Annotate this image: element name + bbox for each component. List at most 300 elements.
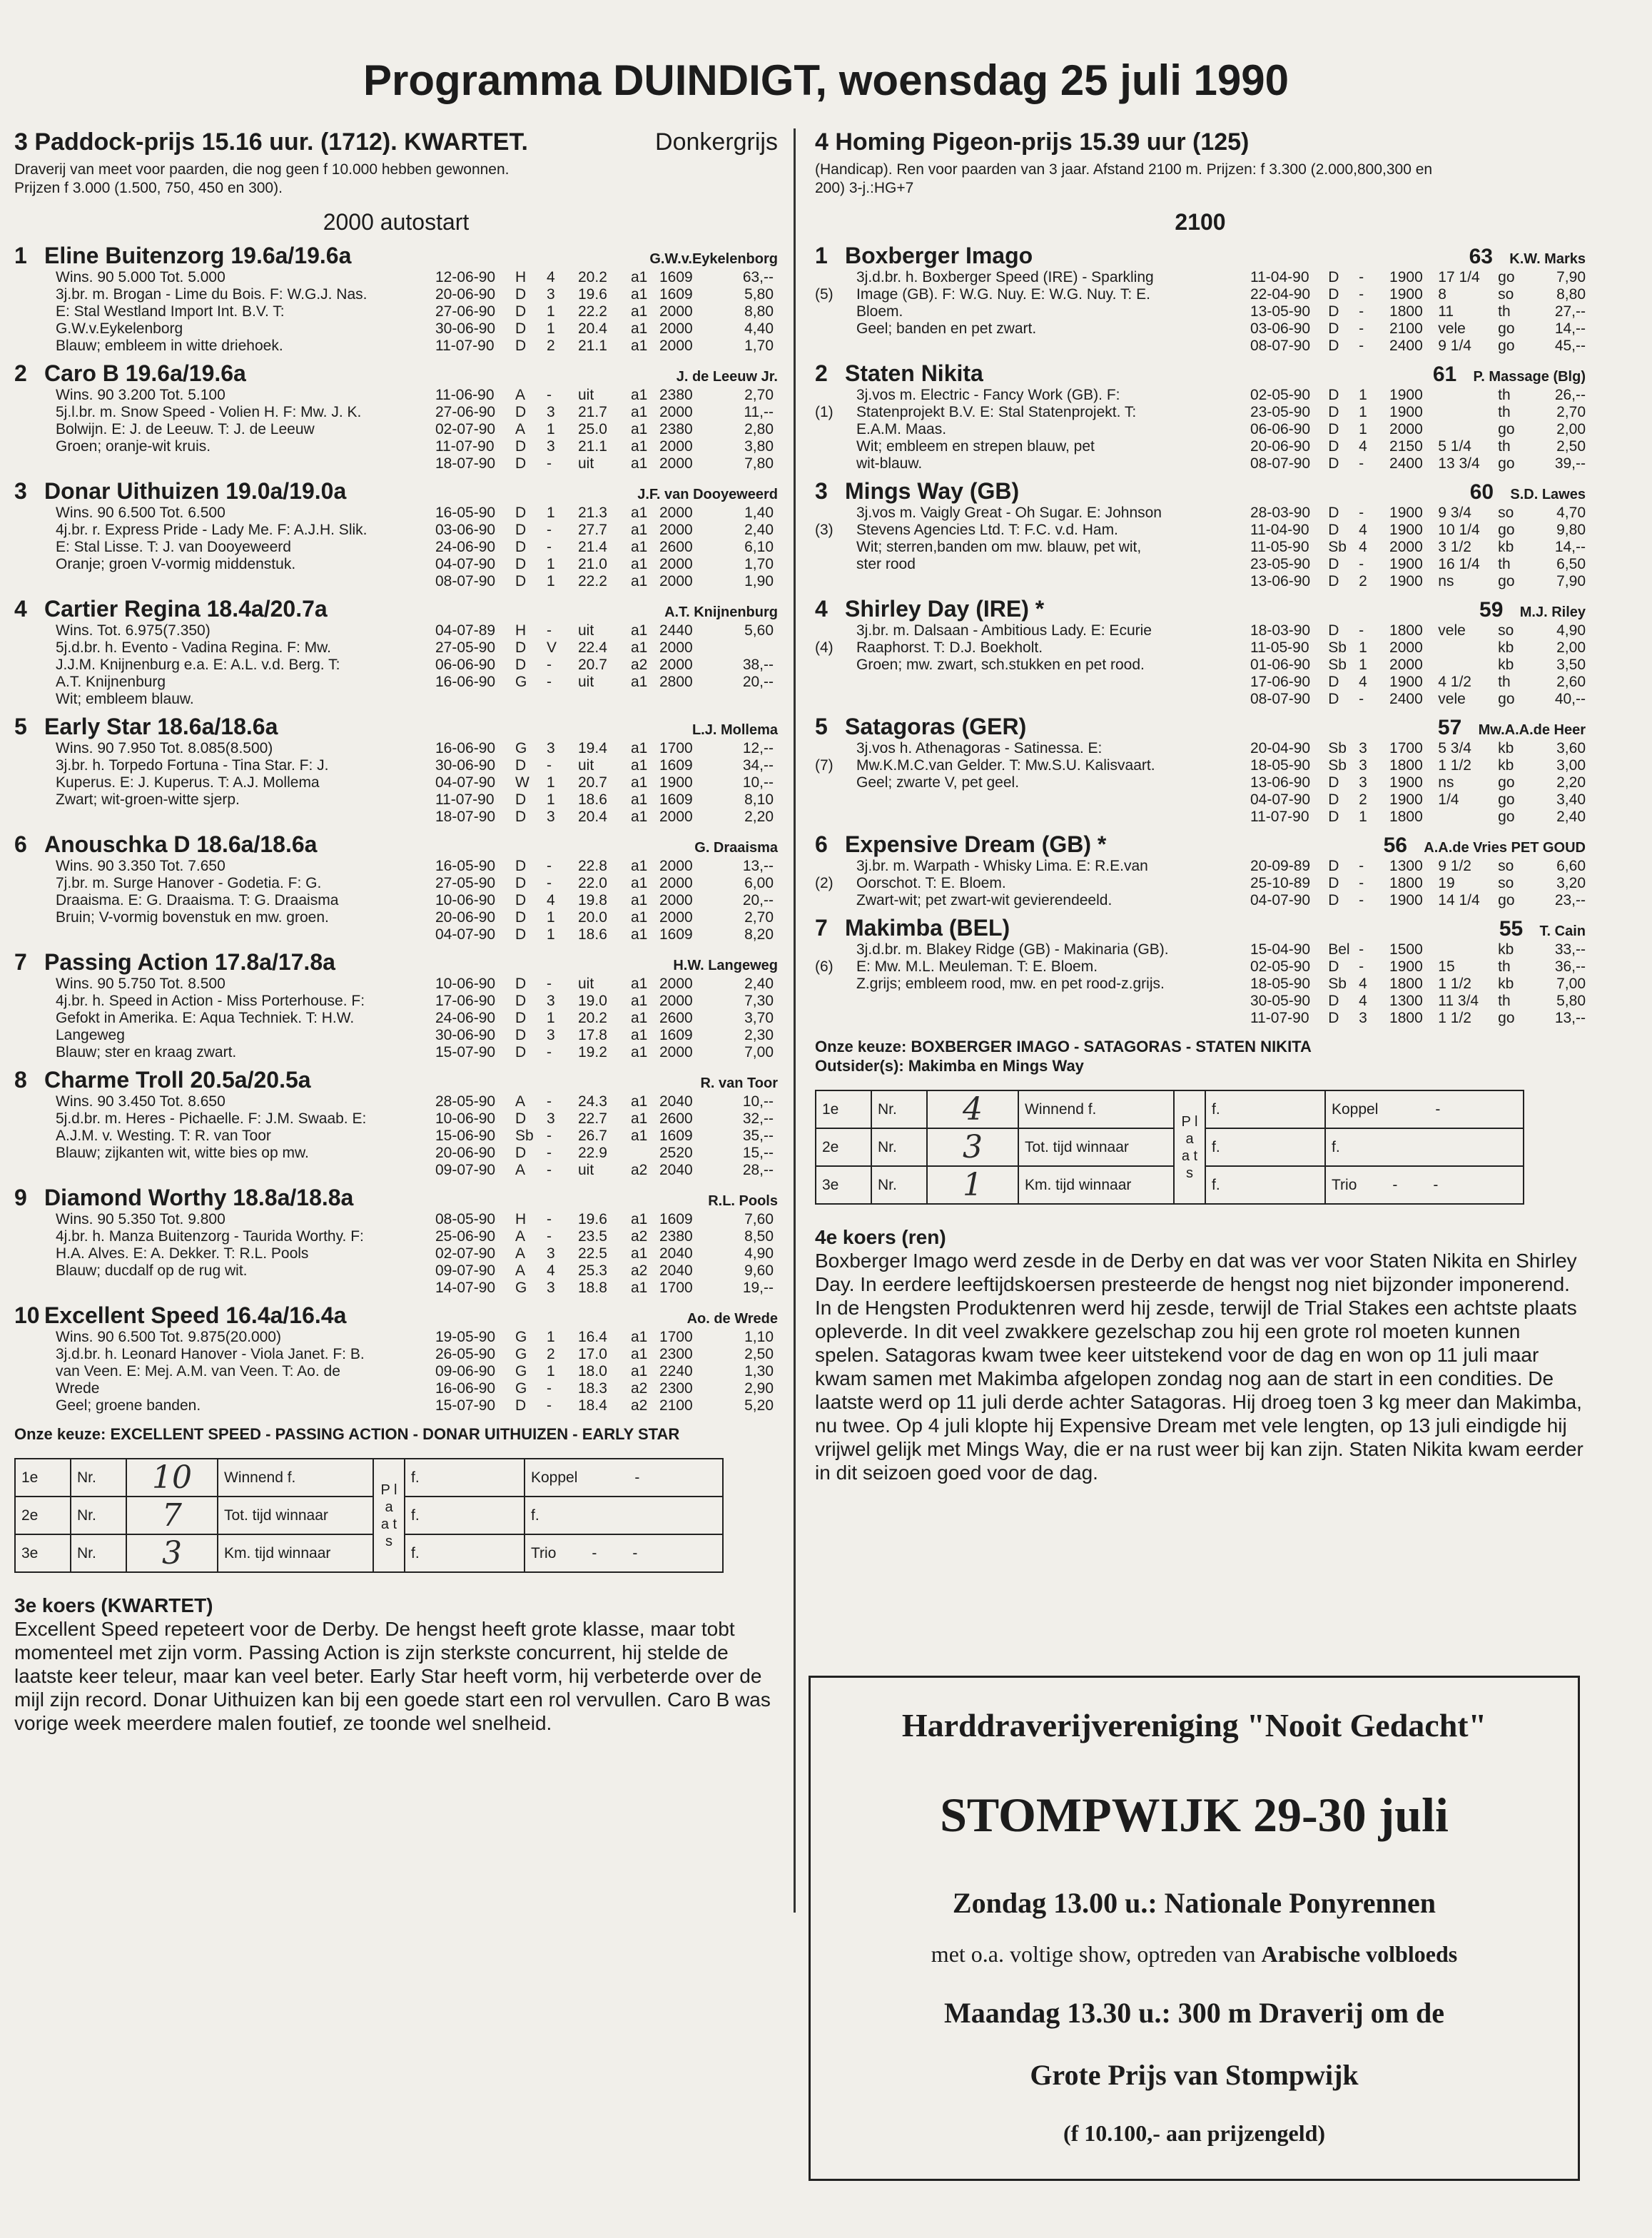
result-cell: a1	[631, 387, 648, 403]
result-cell: 24-06-90	[435, 1010, 496, 1026]
ad-line-2-bold: Arabische volbloeds	[1261, 1941, 1458, 1967]
result-cell: 25-06-90	[435, 1228, 496, 1245]
result-cell: D	[1328, 522, 1339, 538]
result-cell: -	[1359, 556, 1364, 572]
result-cell: a1	[631, 438, 648, 455]
result-cell: 08-07-90	[1250, 338, 1311, 354]
result-cell: 03-06-90	[435, 522, 496, 538]
result-row	[435, 1262, 778, 1280]
result-cell: 2	[547, 1346, 555, 1362]
result-row	[1250, 522, 1586, 539]
result-cell: 1900	[1389, 387, 1423, 403]
result-cell: A	[515, 1262, 526, 1279]
result-cell: D	[1328, 455, 1339, 472]
result-cell	[1438, 421, 1498, 438]
result-cell: 23-05-90	[1250, 404, 1311, 420]
form-results	[435, 622, 778, 708]
form-results	[1250, 941, 1586, 1027]
result-cell: D	[515, 809, 527, 825]
result-cell: 19,--	[742, 1280, 774, 1296]
description-line: 3j.br. m. Warpath - Whisky Lima. E: R.E.van	[856, 858, 1148, 874]
result-row	[435, 522, 778, 539]
result-cell: 18.0	[578, 1363, 607, 1379]
horse-name: Staten Nikita	[845, 360, 983, 386]
result-row	[435, 556, 778, 573]
result-cell: 2,50	[744, 1346, 774, 1362]
form-results	[435, 976, 778, 1061]
result-cell: 16-06-90	[435, 674, 496, 690]
horse-name-row	[815, 360, 1586, 387]
result-cell: 26.7	[578, 1128, 607, 1144]
horse-description	[56, 269, 435, 355]
result-row	[435, 639, 778, 657]
horse-entry	[14, 596, 778, 708]
result-cell: 1	[547, 1010, 555, 1026]
description-line: Draaisma. E: G. Draaisma. T: G. Draaisma	[56, 892, 339, 908]
result-cell: 17-06-90	[1250, 674, 1311, 690]
result-cell: 10-06-90	[435, 892, 496, 908]
result-cell: 1609	[659, 791, 693, 808]
result-cell: 3,20	[1556, 875, 1586, 891]
result-cell: D	[515, 791, 527, 808]
result-cell: 1900	[1389, 791, 1423, 808]
result-cell: 17-06-90	[435, 993, 496, 1009]
result-cell: 15-07-90	[435, 1397, 496, 1414]
result-cell: a2	[631, 1228, 648, 1245]
form-results	[1250, 269, 1586, 355]
nr-label: Nr.	[71, 1497, 126, 1534]
result-cell: 04-07-90	[435, 556, 496, 572]
trainer-name: G.W.v.Eykelenborg	[649, 251, 778, 267]
horse-entry	[14, 478, 778, 590]
result-cell: a1	[631, 622, 648, 639]
horse-details	[56, 505, 778, 590]
result-cell: 18.6	[578, 926, 607, 943]
result-row	[435, 657, 778, 674]
horse-rating: 56	[1383, 834, 1407, 857]
result-cell: so	[1498, 875, 1514, 891]
result-cell: 5,20	[744, 1397, 774, 1414]
result-cell: 14,--	[1554, 539, 1586, 555]
horse-name: Makimba (BEL)	[845, 915, 1010, 941]
result-cell: D	[1328, 286, 1339, 303]
horse-entry	[815, 360, 1586, 472]
horse-entry	[14, 1302, 778, 1414]
result-cell: -	[1359, 875, 1364, 891]
result-cell: -	[547, 1044, 552, 1060]
trainer-name: J.F. van Dooyeweerd	[637, 487, 778, 502]
result-cell: G	[515, 1329, 527, 1345]
result-cell: A	[515, 1228, 526, 1245]
result-cell: 19.2	[578, 1044, 607, 1060]
horse-name: Diamond Worthy 18.8a/18.8a	[44, 1185, 354, 1210]
result-cell: 6,10	[744, 539, 774, 555]
result-cell: 2000	[659, 556, 693, 572]
result-cell: go	[1498, 338, 1515, 354]
result-cell: 3,00	[1556, 757, 1586, 774]
result-cell: 32,--	[742, 1110, 774, 1127]
condition-line: Draverij van meet voor paarden, die nog geen f 10.000 hebben gewonnen.	[14, 161, 510, 178]
result-cell: 11-05-90	[1250, 639, 1309, 656]
description-line: Blauw; embleem in witte driehoek.	[56, 338, 283, 354]
payout-label: Km. tijd winnaar	[1018, 1166, 1174, 1204]
result-cell: a1	[631, 1363, 648, 1379]
result-cell: 22-04-90	[1250, 286, 1311, 303]
result-cell: 4	[1359, 993, 1367, 1009]
description-line: Wit; sterren,banden om mw. blauw, pet wit,	[856, 539, 1142, 555]
result-cell: 6,50	[1556, 556, 1586, 572]
horse-rating: 55	[1499, 917, 1524, 941]
result-cell: a2	[631, 1262, 648, 1279]
result-cell: -	[547, 858, 552, 874]
result-cell: 30-06-90	[435, 757, 496, 774]
result-cell: 11-04-90	[1250, 269, 1309, 285]
result-cell: 10,--	[742, 774, 774, 791]
description-line: 3j.vos m. Electric - Fancy Work (GB). F:	[856, 387, 1120, 403]
result-cell: 18.6	[578, 791, 607, 808]
result-row	[1250, 875, 1586, 892]
payout-label: Tot. tijd winnaar	[218, 1497, 373, 1534]
horse-entry	[14, 714, 778, 826]
result-cell: A	[515, 1162, 526, 1178]
result-cell: D	[515, 1145, 527, 1161]
result-cell: 3	[1359, 757, 1367, 774]
result-cell: 3,40	[1556, 791, 1586, 808]
result-cell: 2,70	[1556, 404, 1586, 420]
result-cell: D	[1328, 858, 1339, 874]
nr-label: Nr.	[71, 1534, 126, 1572]
result-cell: uit	[578, 455, 594, 472]
result-cell: D	[515, 1044, 527, 1060]
result-cell: -	[1359, 455, 1364, 472]
result-cell: D	[1328, 573, 1339, 589]
result-cell: H	[515, 1211, 527, 1227]
result-cell: 13-06-90	[1250, 573, 1311, 589]
result-row	[435, 404, 778, 421]
result-cell: a1	[631, 539, 648, 555]
tote-table-wrap	[14, 1458, 778, 1573]
result-row	[435, 320, 778, 338]
result-cell: a1	[631, 421, 648, 437]
comment-title: 4e koers (ren)	[815, 1226, 946, 1248]
result-cell: G	[515, 1363, 527, 1379]
result-cell: 2000	[659, 522, 693, 538]
result-cell: so	[1498, 505, 1514, 521]
horse-entry	[815, 478, 1586, 590]
result-row	[1250, 286, 1586, 303]
result-row	[1250, 858, 1586, 875]
result-cell: 3	[547, 438, 555, 455]
horse-entry	[14, 831, 778, 943]
place-label: 1e	[816, 1090, 871, 1128]
result-cell: kb	[1498, 639, 1514, 656]
result-cell: 20-06-90	[1250, 438, 1311, 455]
result-row	[435, 791, 778, 809]
result-row	[1250, 791, 1586, 809]
result-row	[435, 438, 778, 455]
result-cell: 14 1/4	[1438, 892, 1480, 908]
result-cell: 24.3	[578, 1093, 607, 1110]
result-cell: Sb	[1328, 539, 1347, 555]
horse-details	[56, 740, 778, 826]
result-cell: -	[1359, 505, 1364, 521]
horse-name: Excellent Speed 16.4a/16.4a	[44, 1302, 347, 1328]
result-cell: 1700	[659, 1280, 693, 1296]
ad-line-2-text: met o.a. voltige show, optreden van	[931, 1941, 1262, 1967]
result-row	[1250, 809, 1586, 826]
dash: -	[634, 1469, 640, 1486]
result-row	[1250, 404, 1586, 421]
description-line: Groen; mw. zwart, sch.stukken en pet rood.	[856, 657, 1145, 673]
result-row	[1250, 958, 1586, 976]
result-cell: 21.7	[578, 404, 607, 420]
result-cell: 1300	[1389, 858, 1423, 874]
result-cell: 2000	[659, 639, 693, 656]
result-cell: 20-06-90	[435, 286, 496, 303]
description-line: 4j.br. h. Speed in Action - Miss Porterhouse. F:	[56, 993, 365, 1009]
result-cell: 1,70	[744, 556, 774, 572]
result-cell: A	[515, 421, 526, 437]
result-cell: a1	[631, 858, 648, 874]
trio-label: Trio	[1332, 1176, 1357, 1193]
result-cell: 1800	[1389, 622, 1423, 639]
result-row	[435, 1110, 778, 1128]
description-line: Wins. 90 3.350 Tot. 7.650	[56, 858, 225, 874]
nr-label: Nr.	[871, 1090, 927, 1128]
result-cell: D	[1328, 421, 1339, 437]
result-cell: so	[1498, 286, 1514, 303]
result-cell: 17.8	[578, 1027, 607, 1043]
description-line: wit-blauw.	[856, 455, 923, 472]
result-cell: 1700	[659, 1329, 693, 1345]
result-row	[1250, 657, 1586, 674]
horse-rating: 57	[1437, 716, 1462, 739]
result-cell: -	[547, 875, 552, 891]
result-cell: 1900	[1389, 404, 1423, 420]
result-cell: a1	[631, 875, 648, 891]
result-cell: W	[515, 774, 529, 791]
result-cell: 1 1/2	[1438, 976, 1471, 992]
result-cell: a1	[631, 1128, 648, 1144]
description-line: E: Mw. M.L. Meuleman. T: E. Bloem.	[856, 958, 1098, 975]
result-cell: D	[515, 757, 527, 774]
result-cell: a1	[631, 303, 648, 320]
tote-row	[15, 1497, 723, 1534]
result-cell: 18.8	[578, 1280, 607, 1296]
result-row	[435, 1397, 778, 1414]
handwritten-number: 3	[927, 1128, 1018, 1166]
description-line: J.J.M. Knijnenburg e.a. E: A.L. v.d. Berg. T:	[56, 657, 340, 673]
result-cell: 10-06-90	[435, 976, 496, 992]
result-cell: 2000	[659, 404, 693, 420]
trio-cell	[525, 1534, 723, 1572]
result-cell: 18.4	[578, 1397, 607, 1414]
horse-number: 6	[14, 831, 27, 857]
result-cell: D	[1328, 556, 1339, 572]
horse-rating: 63	[1469, 245, 1493, 268]
result-cell: 26,--	[1554, 387, 1586, 403]
result-cell: kb	[1498, 740, 1514, 756]
result-cell: 4,70	[1556, 505, 1586, 521]
trainer-name: A.T. Knijnenburg	[664, 604, 778, 620]
description-line: Wit; embleem blauw.	[56, 691, 194, 707]
result-cell: -	[547, 622, 552, 639]
result-cell: 09-07-90	[435, 1162, 496, 1178]
result-cell: D	[515, 573, 527, 589]
horse-entry	[14, 360, 778, 472]
result-cell: 1800	[1389, 757, 1423, 774]
race-distance: 2100	[1175, 209, 1226, 235]
result-row	[435, 455, 778, 472]
result-cell: 20-09-89	[1250, 858, 1311, 874]
tote-row	[816, 1166, 1524, 1204]
result-cell: a1	[631, 522, 648, 538]
result-cell: a1	[631, 1044, 648, 1060]
result-cell: 1	[547, 505, 555, 521]
result-cell: 3,50	[1556, 657, 1586, 673]
result-cell: a1	[631, 404, 648, 420]
result-cell: 11-07-90	[435, 791, 495, 808]
result-row	[1250, 269, 1586, 286]
result-cell: 02-05-90	[1250, 958, 1311, 975]
description-line: Wins. Tot. 6.975(7.350)	[56, 622, 211, 639]
result-cell: 2000	[659, 1044, 693, 1060]
horse-number: 3	[815, 478, 828, 504]
plaats-payout: f.	[405, 1497, 525, 1534]
result-row	[435, 303, 778, 320]
result-cell: 1609	[659, 1211, 693, 1227]
result-cell: 1900	[1389, 269, 1423, 285]
horse-entry	[815, 243, 1586, 355]
result-cell: 1700	[1389, 740, 1423, 756]
result-cell: 6,00	[744, 875, 774, 891]
result-row	[435, 909, 778, 926]
result-cell: -	[1359, 858, 1364, 874]
result-row	[1250, 639, 1586, 657]
result-cell: 11-07-90	[435, 438, 495, 455]
result-cell: 20.2	[578, 1010, 607, 1026]
result-cell: 4	[1359, 674, 1367, 690]
result-cell: 1609	[659, 757, 693, 774]
result-row	[435, 993, 778, 1010]
result-cell: D	[1328, 875, 1339, 891]
result-cell: a1	[631, 1280, 648, 1296]
result-cell: 7,00	[1556, 976, 1586, 992]
race-4-column	[815, 128, 1586, 1484]
result-cell: 2	[1359, 791, 1367, 808]
result-cell: 15-04-90	[1250, 941, 1311, 958]
result-cell: a1	[631, 809, 648, 825]
result-cell: 38,--	[742, 657, 774, 673]
result-cell: 4	[547, 892, 555, 908]
result-cell: 4	[1359, 522, 1367, 538]
result-cell: 5 3/4	[1438, 740, 1471, 756]
result-cell: 2400	[1389, 455, 1423, 472]
result-cell: 2000	[659, 657, 693, 673]
result-cell: D	[1328, 387, 1339, 403]
result-cell: D	[1328, 505, 1339, 521]
horse-rating: 61	[1432, 363, 1457, 386]
result-cell: 1609	[659, 926, 693, 943]
horse-number: 7	[815, 915, 828, 941]
result-cell: 9 3/4	[1438, 505, 1471, 521]
result-cell: 1609	[659, 1128, 693, 1144]
result-cell: 2300	[659, 1346, 693, 1362]
result-cell: a1	[631, 1093, 648, 1110]
description-line: G.W.v.Eykelenborg	[56, 320, 183, 337]
result-cell: 16-06-90	[435, 740, 496, 756]
result-cell: 2000	[659, 505, 693, 521]
result-cell: D	[515, 926, 527, 943]
result-cell: 1	[547, 320, 555, 337]
trainer-name: Ao. de Wrede	[686, 1311, 778, 1327]
result-row	[1250, 674, 1586, 691]
result-cell: 2000	[1389, 657, 1423, 673]
result-cell: 1900	[1389, 674, 1423, 690]
horse-description	[56, 858, 435, 943]
result-cell: 08-07-90	[1250, 691, 1311, 707]
result-cell: 20-06-90	[435, 1145, 496, 1161]
description-line: Wins. 90 5.350 Tot. 9.800	[56, 1211, 225, 1227]
result-cell: 13-06-90	[1250, 774, 1311, 791]
result-cell: 2,40	[1556, 809, 1586, 825]
result-cell: a1	[631, 1245, 648, 1262]
result-cell: 4,90	[744, 1245, 774, 1262]
result-cell: 2000	[1389, 639, 1423, 656]
result-cell: 2100	[659, 1397, 693, 1414]
horse-name: Anouschka D 18.6a/18.6a	[44, 831, 318, 857]
result-cell: -	[1359, 958, 1364, 975]
result-cell: 10 1/4	[1438, 522, 1480, 538]
result-cell: D	[515, 438, 527, 455]
ad-line-1: Zondag 13.00 u.: Nationale Ponyrennen	[952, 1887, 1436, 1919]
result-cell: a1	[631, 909, 648, 926]
horse-number: 7	[14, 949, 27, 975]
horse-number: 6	[815, 831, 828, 857]
result-cell: -	[1359, 941, 1364, 958]
result-cell: 1900	[1389, 505, 1423, 521]
result-cell: 2,20	[1556, 774, 1586, 791]
result-row	[1250, 622, 1586, 639]
result-cell: 21.3	[578, 505, 607, 521]
result-cell: D	[515, 875, 527, 891]
result-row	[435, 421, 778, 438]
description-line: Wrede	[56, 1380, 100, 1397]
result-row	[435, 1010, 778, 1027]
description-line: Statenprojekt B.V. E: Stal Statenprojekt. T:	[856, 404, 1137, 420]
horse-name-row	[14, 831, 778, 858]
result-cell: 2000	[659, 438, 693, 455]
description-line: Z.grijs; embleem rood, mw. en pet rood-z.grijs.	[856, 976, 1165, 992]
horse-rating: 59	[1479, 598, 1504, 622]
horse-name-row	[815, 478, 1586, 505]
nr-label: Nr.	[871, 1166, 927, 1204]
koppel-cell	[1325, 1090, 1524, 1128]
result-cell: 1/4	[1438, 791, 1459, 808]
horse-entry	[815, 714, 1586, 826]
result-cell: 1800	[1389, 976, 1423, 992]
result-cell: 18-03-90	[1250, 622, 1311, 639]
horse-description	[856, 858, 1250, 909]
description-line: Geel; groene banden.	[56, 1397, 201, 1414]
result-row	[1250, 505, 1586, 522]
result-cell: 11	[1438, 303, 1454, 320]
horse-name: Cartier Regina 18.4a/20.7a	[44, 596, 328, 622]
result-cell: th	[1498, 958, 1511, 975]
result-cell: 8,10	[744, 791, 774, 808]
result-cell: 35,--	[742, 1128, 774, 1144]
result-cell: 40,--	[1554, 691, 1586, 707]
